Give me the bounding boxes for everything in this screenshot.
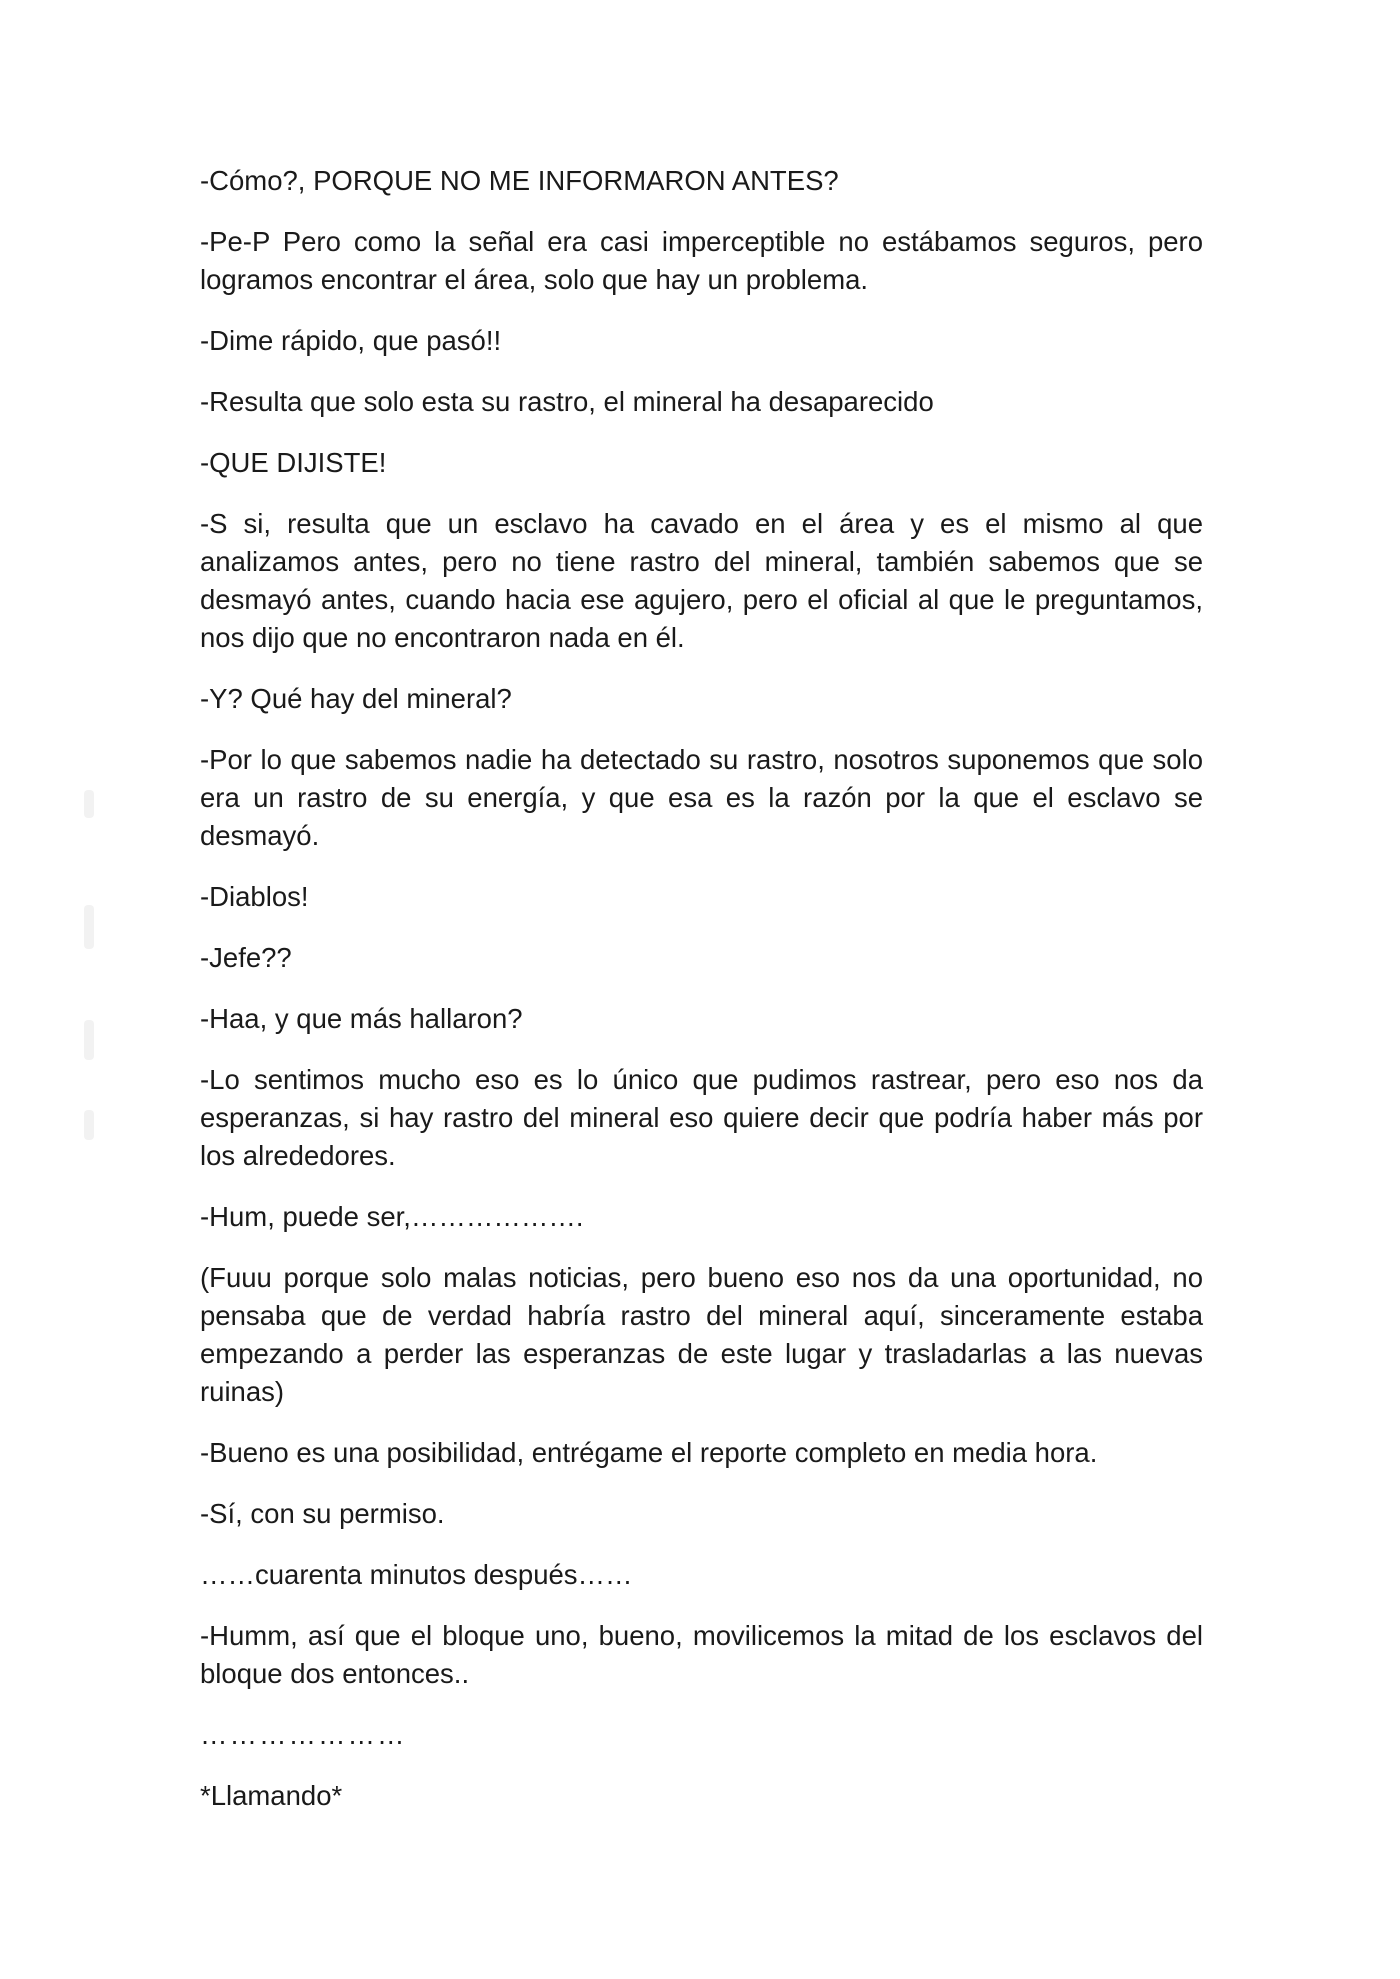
dialogue-line: -Resulta que solo esta su rastro, el mineral ha desaparecido	[200, 386, 934, 417]
action-line: *Llamando*	[200, 1780, 343, 1811]
scan-artifact	[84, 905, 94, 949]
dialogue-line: -Bueno es una posibilidad, entrégame el reporte completo en media hora.	[200, 1437, 1098, 1468]
document-body	[200, 162, 1203, 1838]
dialogue-line: -Jefe??	[200, 942, 292, 973]
dialogue-line: -QUE DIJISTE!	[200, 447, 387, 478]
ellipsis-separator: …………………	[200, 1719, 407, 1750]
scene-transition: ……cuarenta minutos después……	[200, 1559, 633, 1590]
dialogue-line: -Diablos!	[200, 881, 309, 912]
dialogue-line: -Haa, y que más hallaron?	[200, 1003, 523, 1034]
dialogue-line: -Cómo?, PORQUE NO ME INFORMARON ANTES?	[200, 165, 839, 196]
dialogue-line: -Dime rápido, que pasó!!	[200, 325, 502, 356]
thought-paragraph: (Fuuu porque solo malas noticias, pero bueno eso nos da una oportunidad, no pensaba que de verdad habría rastro del mineral aquí, sinceramente estaba empezando a perder las esperanzas de este lugar y trasladarlas a las nuevas ruinas)	[200, 1262, 1203, 1407]
dialogue-line: -Humm, así que el bloque uno, bueno, movilicemos la mitad de los esclavos del bloque dos entonces..	[200, 1620, 1203, 1689]
dialogue-line: -Sí, con su permiso.	[200, 1498, 445, 1529]
dialogue-line: -Hum, puede ser,……………….	[200, 1201, 584, 1232]
scan-artifact	[84, 1020, 94, 1060]
dialogue-line: -Y? Qué hay del mineral?	[200, 683, 512, 714]
dialogue-line: -S si, resulta que un esclavo ha cavado en el área y es el mismo al que analizamos antes, pero no tiene rastro del mineral, también sabemos que se desmayó antes, cuando hacia ese agujero, pero el oficial al que le preguntamos, nos dijo que no encontraron nada en él.	[200, 508, 1203, 653]
scan-artifact	[84, 790, 94, 818]
scan-artifact	[84, 1110, 94, 1140]
dialogue-line: -Lo sentimos mucho eso es lo único que pudimos rastrear, pero eso nos da esperanzas, si hay rastro del mineral eso quiere decir que podría haber más por los alrededores.	[200, 1064, 1203, 1171]
dialogue-line: -Por lo que sabemos nadie ha detectado su rastro, nosotros suponemos que solo era un rastro de su energía, y que esa es la razón por la que el esclavo se desmayó.	[200, 744, 1203, 851]
dialogue-line: -Pe-P Pero como la señal era casi imperceptible no estábamos seguros, pero logramos encontrar el área, solo que hay un problema.	[200, 226, 1203, 295]
